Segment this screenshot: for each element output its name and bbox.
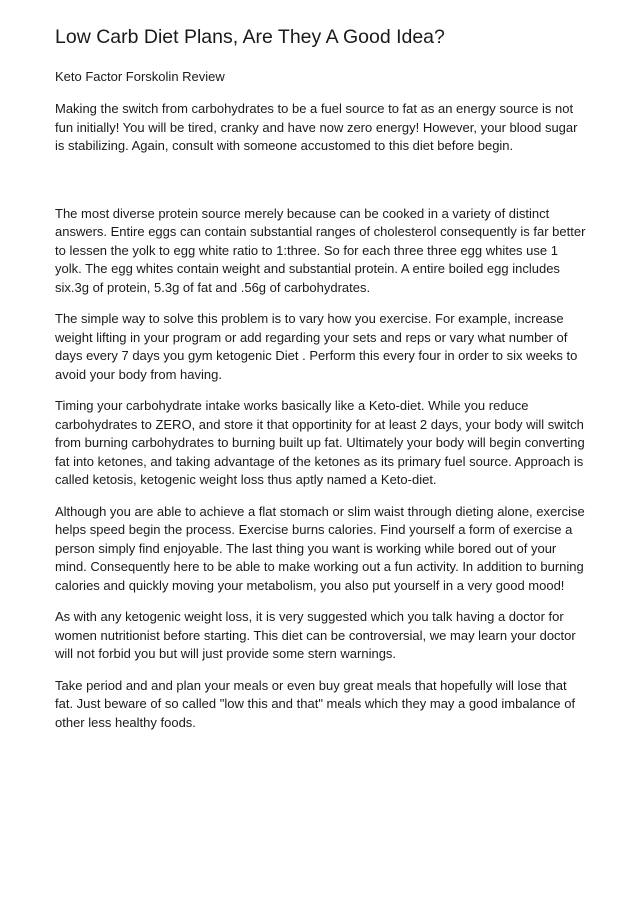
paragraph-5: Although you are able to achieve a flat stomach or slim waist through dieting alone, exercise helps speed begin the process. Exercise burns calories. Find yourself a form of exercise a person simply find enjoyable. The last thing you want is working while bored out of your mind. Consequently here to be able to make working out a fun activity. In addition to burning calories and quickly moving your metabolism, you also put yourself in a very good mood! [55, 503, 585, 593]
paragraph-4: Timing your carbohydrate intake works basically like a Keto-diet. While you reduce carbohydrates to ZERO, and store it that opportinity for at least 2 days, your body will switch from burning carbohydrates to burning built up fat. Ultimately your body will begin converting fat into ketones, and taking advantage of the ketones as its primary fuel source. Approach is called ketosis, ketogenic weight loss thus aptly named a Keto-diet. [55, 398, 585, 487]
paragraph-3: The simple way to solve this problem is to vary how you exercise. For example, increase weight lifting in your program or add regarding your sets and reps or vary what number of days every 7 days you gym ketogenic Diet . Perform this every four in order to six weeks to avoid your body from having. [55, 311, 578, 382]
paragraph-7: Take period and and plan your meals or even buy great meals that hopefully will lose that fat. Just beware of so called "low this and that" meals which they may a good imbalance of other less healthy foods. [55, 677, 576, 730]
paragraph-6: As with any ketogenic weight loss, it is very suggested which you talk having a doctor for women nutritionist before starting. This diet can be controversial, we may learn your doctor will not forbid you but will just provide some stern warnings. [55, 609, 576, 661]
document-page [55, 24, 587, 745]
page-title: Low Carb Diet Plans, Are They A Good Idea? [55, 26, 445, 48]
paragraph-1: Making the switch from carbohydrates to be a fuel source to fat as an energy source is not fun initially! You will be tired, cranky and have now zero energy! However, your blood sugar is stabilizing. Again, consult with someone accustomed to this diet before begin. [55, 101, 578, 153]
document-subtitle: Keto Factor Forskolin Review [55, 69, 225, 84]
paragraph-2: The most diverse protein source merely because can be cooked in a variety of distinct answers. Entire eggs can contain substantial ranges of cholesterol consequently is far better to lessen the yolk to egg white ratio to 1:three. So for each three three egg whites use 1 yolk. The egg whites contain weight and substantial protein. A entire boiled egg includes six.3g of protein, 5.3g of fat and .56g of carbohydrates. [55, 205, 586, 295]
